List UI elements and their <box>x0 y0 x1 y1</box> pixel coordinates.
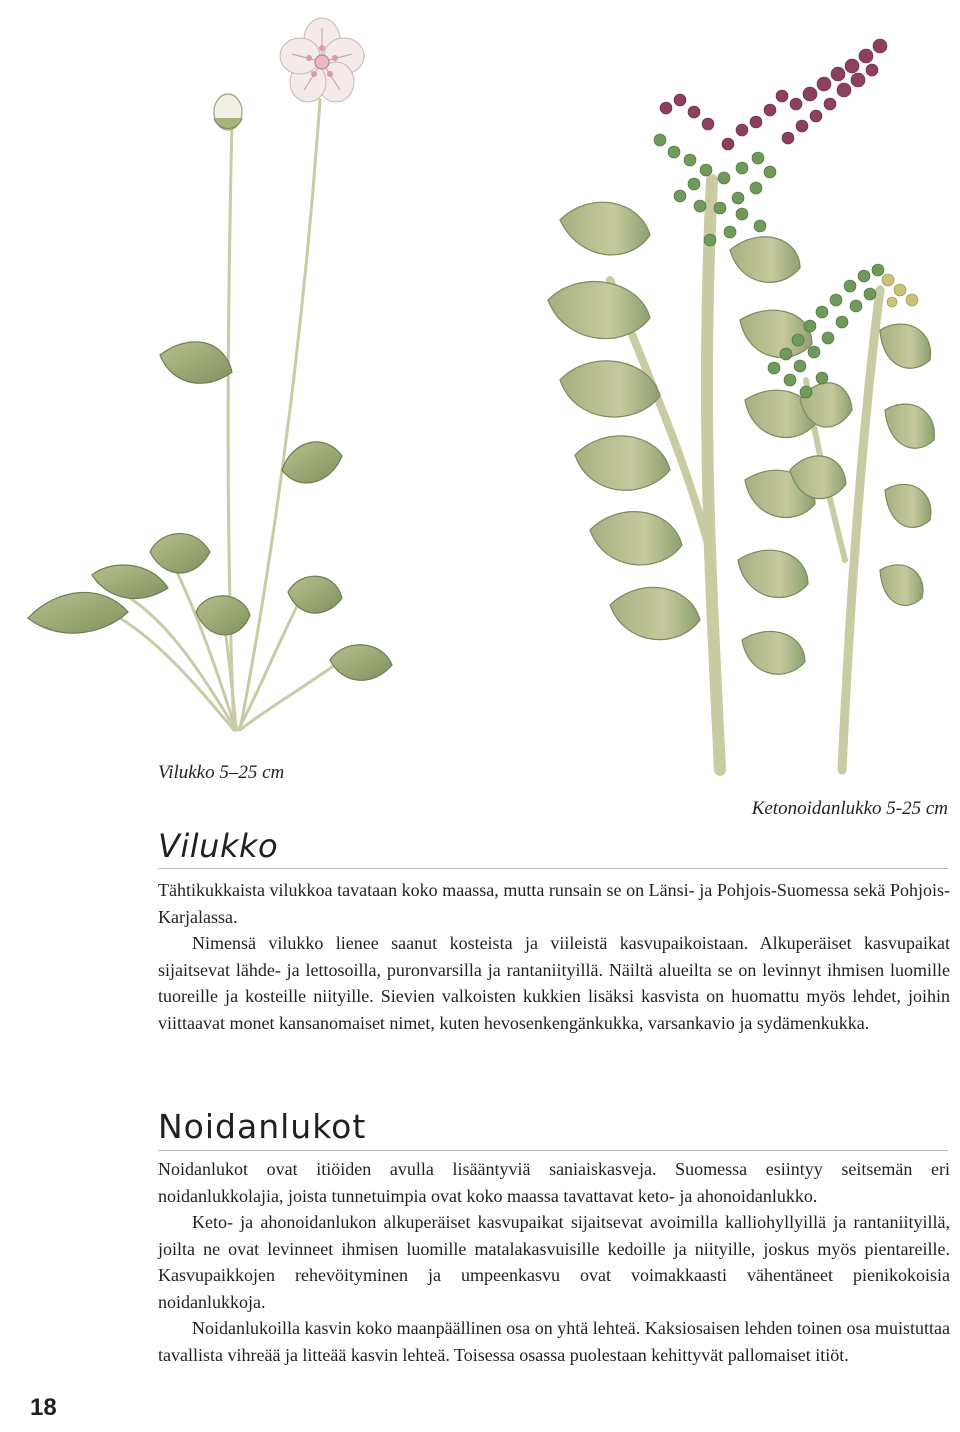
heading-noidanlukot: Noidanlukot <box>158 1107 367 1146</box>
paragraph: Noidanlukot ovat itiöiden avulla lisääntyviä saniaiskasveja. Suomessa esiintyy seitsemän eri noidanlukkolajia, joista tunnetuimpia ovat koko maassa tavattavat keto- ja ahonoidanlukko. <box>158 1159 950 1206</box>
paragraph: Nimensä vilukko lienee saanut kosteista ja viileistä kasvupaikoistaan. Alkuperäiset kasvupaikat sijaitsevat lähde- ja lettosoilla, puronvarsilla ja rantaniityillä. Näiltä alueilta se on levinnyt ihmisen luomille tuoreille ja kosteille niityille. Sievien valkoisten kukkien lisäksi kasvista on huomattu myös lehdet, joihin viittaavat monet kansanomaiset nimet, kuten hevosenkengänkukka, varsankavio ja sydämenkukka. <box>158 933 950 1033</box>
vilukko-flower <box>280 18 364 102</box>
caption-ketonoidanlukko: Ketonoidanlukko 5-25 cm <box>751 798 948 819</box>
heading-rule-noidanlukot <box>158 1150 948 1151</box>
section-noidanlukot-text <box>158 1156 950 1368</box>
paragraph: Keto- ja ahonoidanlukon alkuperäiset kasvupaikat sijaitsevat avoimilla kalliohyllyillä ja rantaniityillä, joilta ne ovat levinneet ihmisen luomille matalakasvuisille kedoille ja niityille, joskus myös pientareille. Kasvupaikkojen rehevöityminen ja umpeenkasvu ovat voimakkaasti vähentäneet pienikokoisia noidanlukkoja. <box>158 1212 950 1312</box>
vilukko-plant <box>28 18 392 730</box>
ketonoidanlukko-plant <box>548 39 934 770</box>
sporangia-purple <box>660 39 887 150</box>
caption-vilukko: Vilukko 5–25 cm <box>158 762 285 783</box>
paragraph: Tähtikukkaista vilukkoa tavataan koko maassa, mutta runsain se on Länsi- ja Pohjois-Suomessa sekä Pohjois-Karjalassa. <box>158 880 950 927</box>
paragraph: Noidanlukoilla kasvin koko maanpäällinen osa on yhtä lehteä. Kaksiosaisen lehden toinen osa muistuttaa tavallista vihreää ja litteää kasvin lehteä. Toisessa osassa puolestaan kehittyvät pallomaiset itiöt. <box>158 1318 950 1365</box>
sporangia-yellow <box>882 274 918 307</box>
heading-vilukko: Vilukko <box>158 827 279 865</box>
heading-rule-vilukko <box>158 868 948 869</box>
page-number: 18 <box>30 1394 57 1421</box>
section-vilukko-text <box>158 877 950 1036</box>
vilukko-bud <box>214 94 242 130</box>
